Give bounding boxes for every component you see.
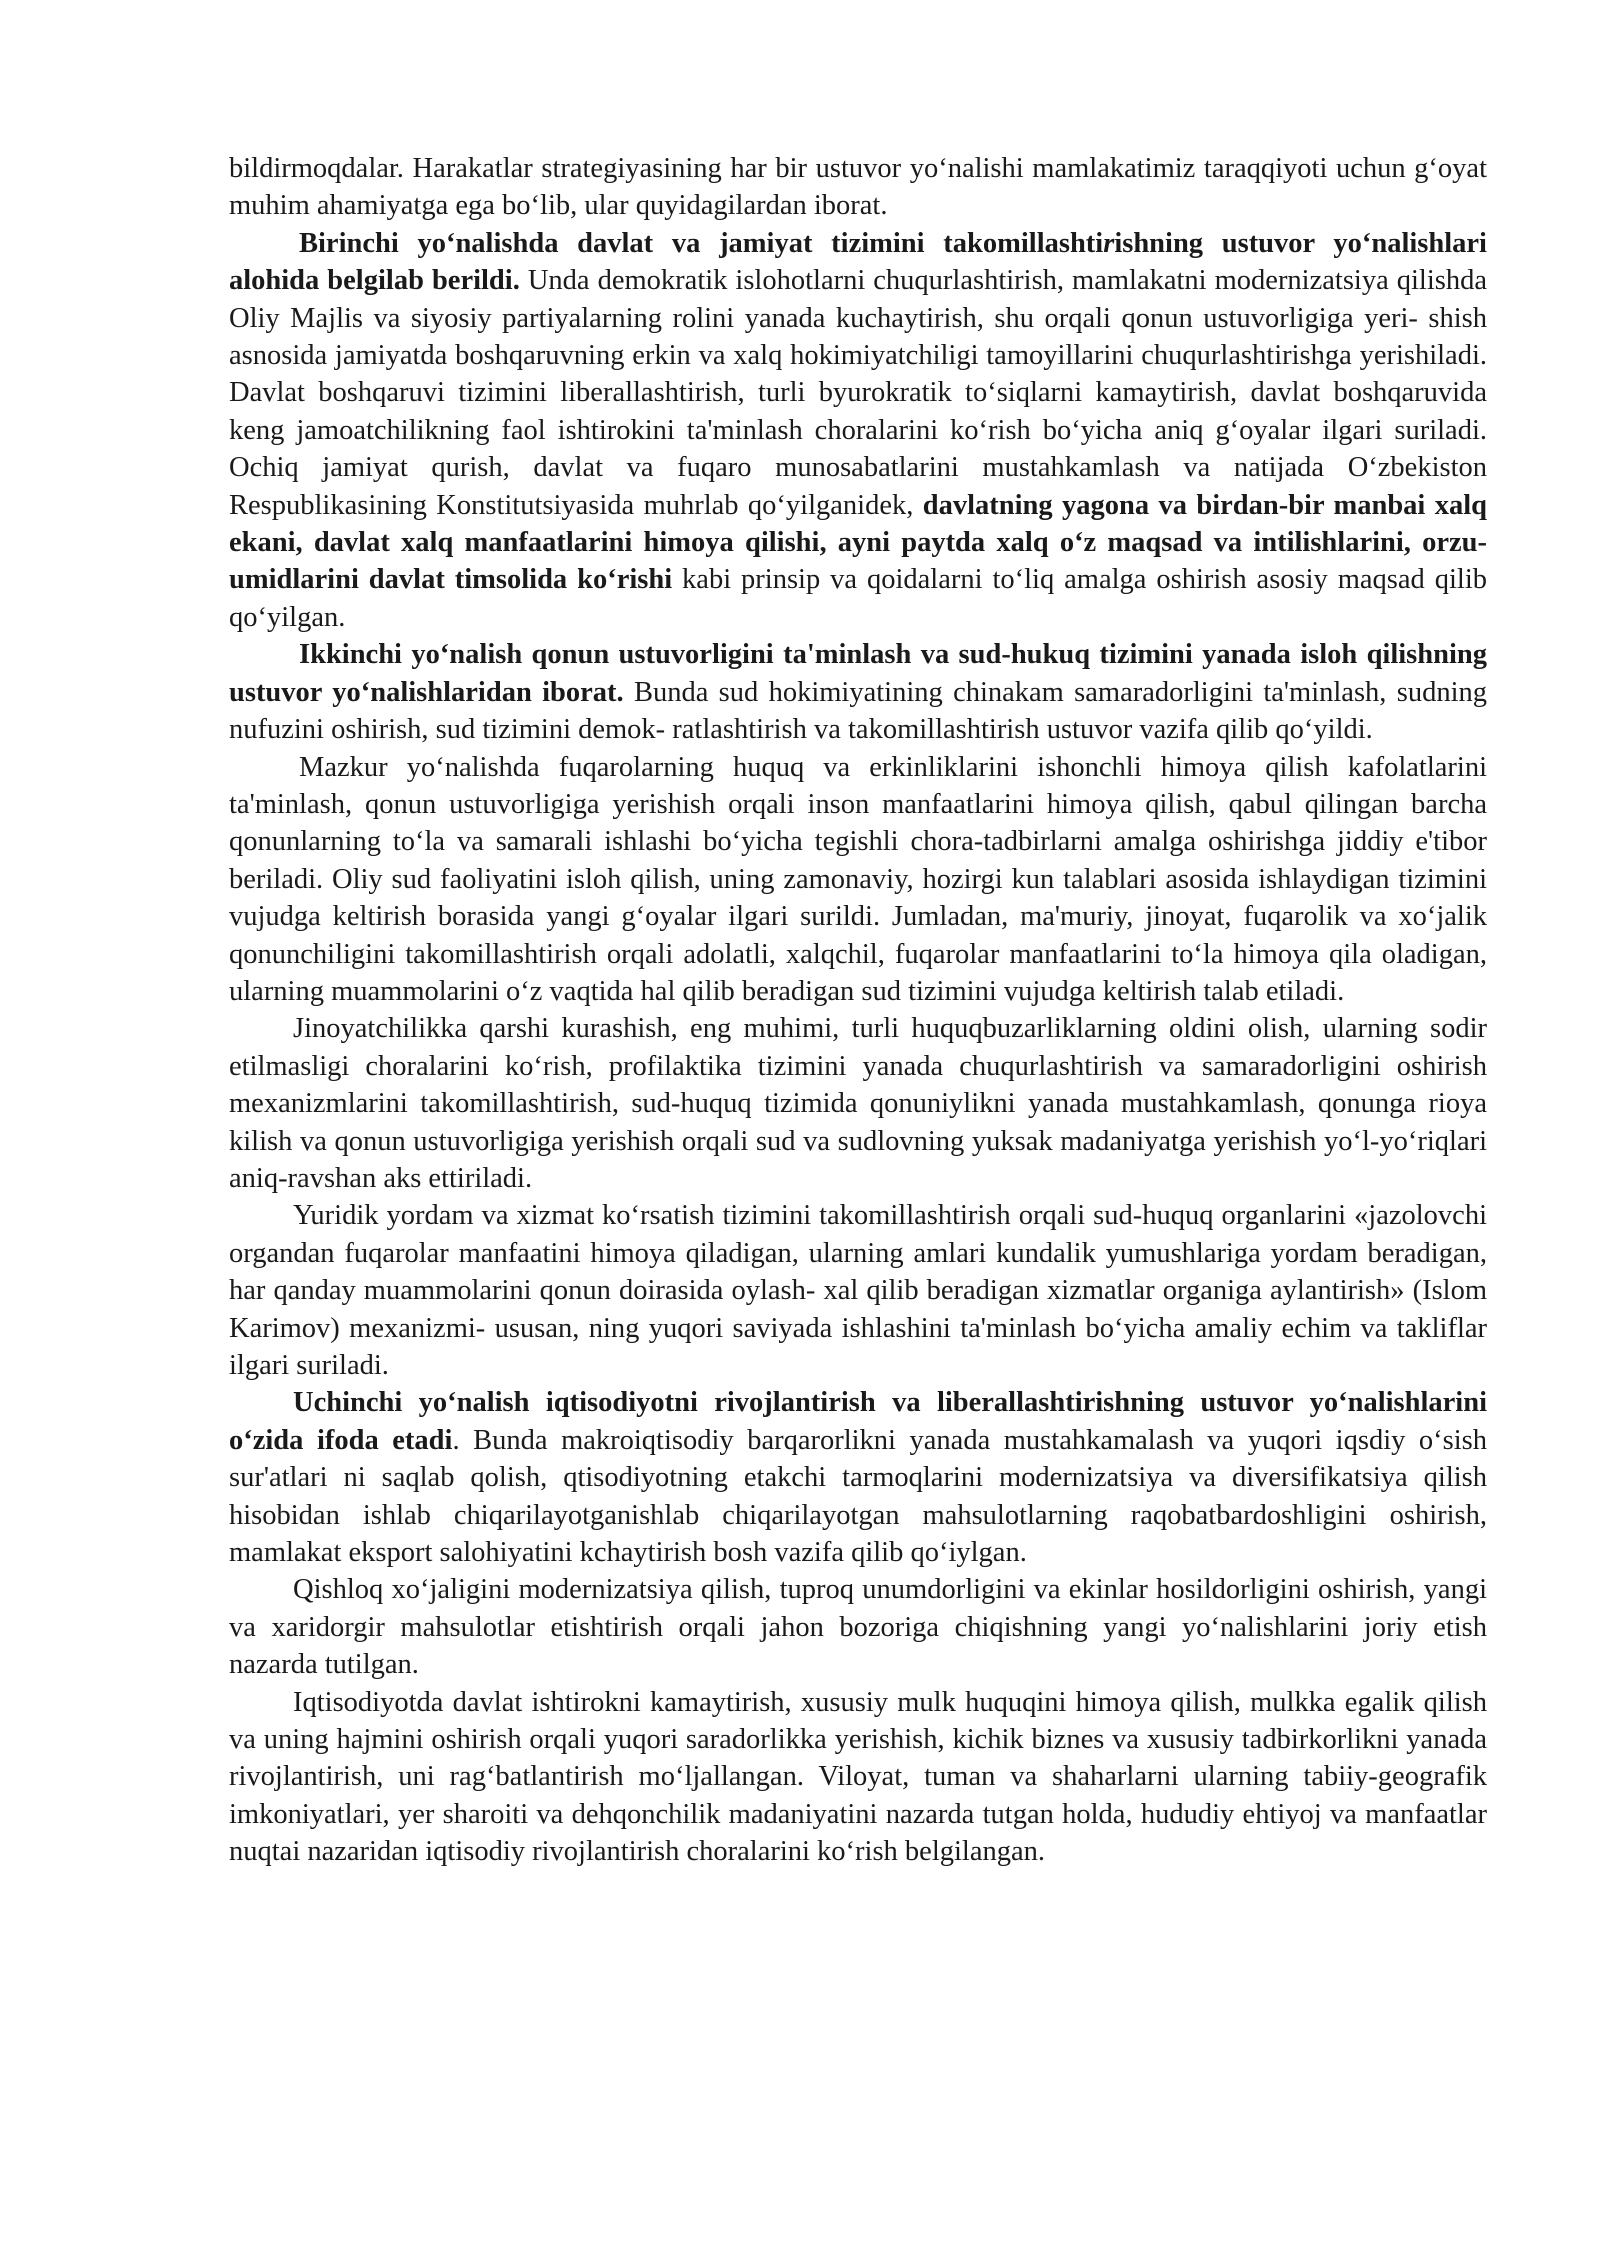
paragraph-2-bold-italic: r [1103, 227, 1115, 259]
paragraph-2-text-2: kabi prinsip va qoidalarni to‘liq amalga oshirish asosiy maqsad qilib qo‘yilgan. [229, 564, 1487, 633]
paragraph-3 [229, 636, 1487, 748]
paragraph-2 [229, 225, 1487, 636]
paragraph-6-text: Yuridik yordam va xizmat ko‘rsatish tizimini takomillashtirish orqali sud-huquq organlarini «jazolovchi organdan fuqarolar manfaatini himoya qiladigan, ularning amlari kundalik yumushlariga yordam beradigan, har qanday muammolarini qonun doirasida oylash- xal qilib beradigan xizmatlar organiga aylantirish» (Islom Karimov) mexanizmi- ususan, ning yuqori saviyada ishlashini ta'minlash bo‘yicha amaliy echim va takliflar ilgari suriladi. [229, 1200, 1487, 1381]
paragraph-2-text-1: Unda demokratik islohotlarni chuqurlashtirish, mamlakatni modernizatsiya qilishda Oliy Majlis va siyosiy partiyalarning rolini yanada kuchaytirish, shu orqali qonun ustuvorligiga yeri- shish asnosida jamiyatda boshqaruvning erkin va xalq hokimiyatchiligi tamoyillarini chuqurlashtirishga yerishiladi. Davlat boshqaruvi tizimini liberallashtirish, turli byurokratik to‘siqlarni kamaytirish, davlat boshqaruvida keng jamoatchilikning faol ishtirokini ta'minlash choralarini ko‘rish bo‘yicha aniq g‘oyalar ilgari suriladi. Ochiq jamiyat qurish, davlat va fuqaro munosabatlarini mustahkamlash va natijada O‘zbekiston Respublikasining Konstitutsiyasida muhrlab qo‘yilganidek, [229, 265, 1487, 521]
paragraph-3-bold-lead: Ikkinchi yo‘nalish qonun ustuvorligini ta'minlash va sud-hukuq tizimini yanada isloh qilishning ustuvor yo‘nalishlaridan iborat. [229, 639, 1487, 708]
paragraph-9 [229, 1684, 1487, 1871]
paragraph-1 [229, 150, 1487, 225]
paragraph-1-text: bildirmoqdalar. Harakatlar strategiyasining har bir ustuvor yo‘nalishi mamlakatimiz taraqqiyoti uchun g‘oyat muhim ahamiyatga ega bo‘lib, ular quyidagilardan iborat. [229, 153, 1487, 222]
paragraph-5-text: Jinoyatchilikka qarshi kurashish, eng muhimi, turli huquqbuzarliklarning oldini olish, ularning sodir etilmasligi choralarini ko‘rish, profilaktika tizimini yanada chuqurlashtirish va samaradorligini oshirish mexanizmlarini takomillashtirish, sud-huquq tizimida qonuniylikni yanada mustahkamlash, qonunga rioya kilish va qonun ustuvorligiga yerishish orqali sud va sudlovning yuksak madaniyatga yerishish yo‘l-yo‘riqlari aniq-ravshan aks ettiriladi. [229, 1013, 1487, 1194]
paragraph-7-text: . Bunda makroiqtisodiy barqarorlikni yanada mustahkamalash va yuqori iqsdiy o‘sish sur'atlari ni saqlab qolish, qtisodiyotning etakchi tarmoqlarini modernizatsiya va diversifikatsiya qilish hisobidan ishlab chiqarilayotganishlab chiqarilayotgan mahsulotlarning raqobatbardoshligini oshirish, mamlakat eksport salohiyatini kchaytirish bosh vazifa qilib qo‘iylgan. [229, 1424, 1487, 1569]
paragraph-4-text: Mazkur yo‘nalishda fuqarolarning huquq va erkinliklarini ishonchli himoya qilish kafolatlarini ta'minlash, qonun ustuvorligiga yerishish orqali inson manfaatlarini himoya qilish, qabul qilingan barcha qonunlarning to‘la va samarali ishlashi bo‘yicha tegishli chora-tadbirlarni amalga oshirishga jiddiy e'tibor beriladi. Oliy sud faoliyatini isloh qilish, uning zamonaviy, hozirgi kun talablari asosida ishlaydigan tizimini vujudga keltirish borasida yangi g‘oyalar ilgari surildi. Jumladan, ma'muriy, jinoyat, fuqarolik va xo‘jalik qonunchiligini takomillashtirish orqali adolatli, xalqchil, fuqarolar manfaatlarini to‘la himoya qila oladigan, ularning muammolarini o‘z vaqtida hal qilib beradigan sud tizimini vujudga keltirish talab etiladi. [229, 751, 1487, 1007]
paragraph-2-bold-mid: davlatning yagona va birdan-bir manbai xalq ekani, davlat xalq manfaatlarini himoya qilishi, ayni paytda xalq o‘z maqsad va intilishlarini, orzu-umidlarini davlat timsolida ko‘rishi [229, 489, 1487, 596]
paragraph-9-text: Iqtisodiyotda davlat ishtirokni kamaytirish, xususiy mulk huquqini himoya qilish, mulkka egalik qilish va uning hajmini oshirish orqali yuqori saradorlikka yerishish, kichik biznes va xususiy tadbirkorlikni yanada rivojlantirish, uni rag‘batlantirish mo‘ljallangan. Viloyat, tuman va shaharlarni ularning tabiiy-geografik imkoniyatlari, yer sharoiti va dehqonchilik madaniyatini nazarda tutgan holda, hududiy ehtiyoj va manfaatlar nuqtai nazaridan iqtisodiy rivojlantirish choralarini ko‘rish belgilangan. [229, 1686, 1487, 1868]
paragraph-6 [229, 1197, 1487, 1384]
paragraph-4 [229, 749, 1487, 1011]
paragraph-8 [229, 1571, 1487, 1683]
document-page [229, 150, 1487, 1871]
paragraph-7 [229, 1384, 1487, 1571]
paragraph-2-bold-lead-1: Birinchi yo‘nalishda davlat va jamiyat tizimini takomillashti [299, 227, 1104, 259]
paragraph-5 [229, 1010, 1487, 1197]
paragraph-3-text: Bunda sud hokimiyatining chinakam samaradorligini ta'minlash, sudning nufuzini oshirish, sud tizimini demok- ratlashtirish va takomillashtirish ustuvor vazifa qilib qo‘yildi. [229, 676, 1487, 746]
paragraph-7-bold-lead: Uchinchi yo‘nalish iqtisodiyotni rivojlantirish va liberallashtirishning ustuvor yo‘nalishlarini o‘zida ifoda etadi [229, 1387, 1487, 1456]
paragraph-8-text: Qishloq xo‘jaligini modernizatsiya qilish, tuproq unumdorligini va ekinlar hosildorligini oshirish, yangi va xaridorgir mahsulotlar etishtirish orqali jahon bozoriga chiqishning yangi yo‘nalishlarini joriy etish nazarda tutilgan. [229, 1574, 1487, 1681]
paragraph-2-bold-lead-2: ishning ustuvor yo‘nalishlari alohida belgilab berildi. [229, 227, 1487, 297]
